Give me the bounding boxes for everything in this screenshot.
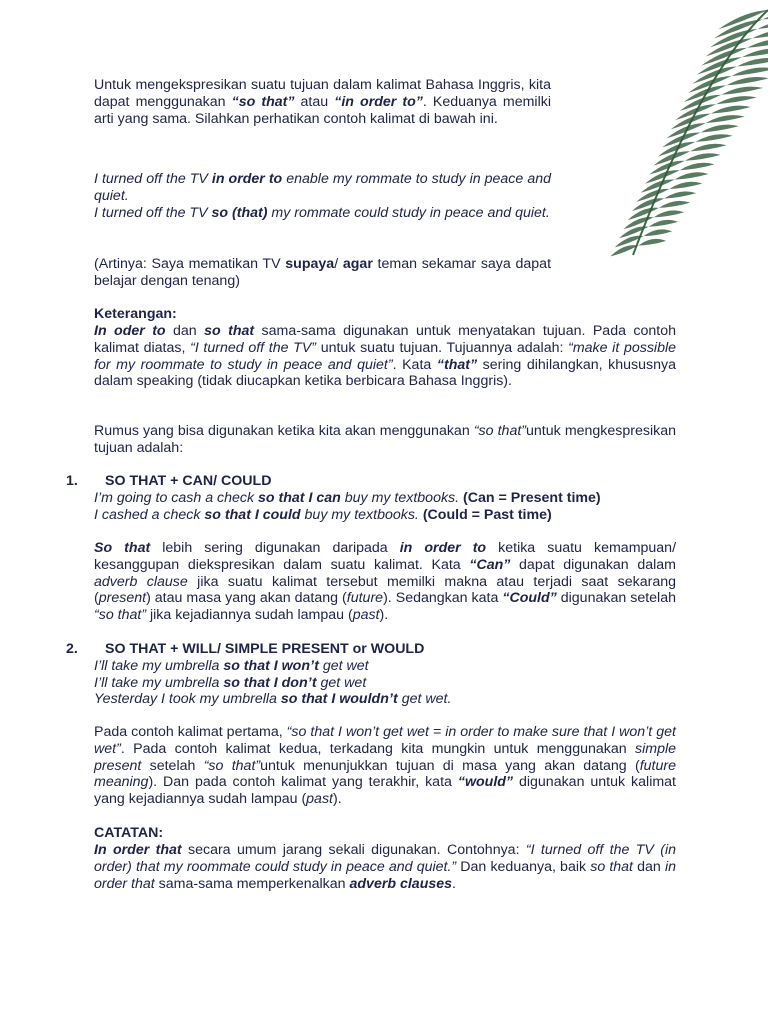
intro-paragraph: Untuk mengekspresikan suatu tujuan dalam kalimat Bahasa Inggris, kita dapat menggunakan “so that” atau “in order to”. Keduanya memilki arti yang sama. Silahkan perhatikan contoh kalimat di bawah ini. — [94, 77, 551, 127]
catatan-heading: CATATAN: — [94, 825, 164, 841]
palm-frond — [721, 87, 763, 95]
palm-frond — [654, 210, 684, 217]
example-line: I’ll take my umbrella so that I won’t get wet — [94, 658, 369, 674]
palm-frond — [638, 239, 666, 246]
example-in-order-to: I turned off the TV in order to enable my rommate to study in peace and quiet. — [94, 171, 551, 204]
palm-frond — [685, 153, 721, 161]
palm-frond — [716, 96, 757, 104]
palm-frond — [737, 58, 768, 67]
example-line: Yesterday I took my umbrella so that I wouldn’t get wet. — [94, 691, 452, 707]
palm-frond — [701, 125, 739, 133]
palm-frond — [690, 144, 727, 152]
section-number: 2. — [66, 641, 78, 657]
palm-frond — [758, 20, 768, 29]
section-heading: SO THAT + CAN/ COULD — [105, 473, 272, 489]
palm-frond — [659, 201, 690, 208]
palm-frond — [669, 182, 702, 189]
section2-paragraph: Pada contoh kalimat pertama, “so that I won’t get wet = in order to make sure that I won’t get wet”. Pada contoh kalimat kedua, terkadang kita mungkin untuk menggunakan simple present setelah “so that”untuk menunjukkan tujuan di masa yang akan datang (future meaning). Dan pada contoh kalimat yang terakhir, kata “would” digunakan untuk kalimat yang kejadiannya sudah lampau (past). — [94, 724, 676, 808]
palm-frond — [726, 77, 768, 85]
section-number: 1. — [66, 473, 78, 489]
example-line: I’ll take my umbrella so that I don’t get wet — [94, 675, 367, 691]
palm-frond — [680, 163, 715, 170]
palm-frond — [732, 68, 768, 76]
rumus-paragraph: Rumus yang bisa digunakan ketika kita akan menggunakan “so that”untuk mengkespresikan tujuan adalah: — [94, 423, 677, 456]
catatan-paragraph: In order that secara umum jarang sekali digunakan. Contohnya: “I turned off the TV (in order) that my roommate could study in peace and quiet.” Dan keduanya, baik so that dan in order that sama-sama memperkenalkan adverb clauses. — [94, 842, 677, 892]
palm-frond — [747, 39, 768, 48]
section1-paragraph: So that lebih sering digunakan daripada in order to ketika suatu kemampuan/ kesanggupan diekspresikan dalam suatu kalimat. Kata “Can” dapat digunakan dalam adverb clause jika suatu kalimat tersebut memilki makna atau terjadi saat sekarang (present) atau masa yang akan datang (future). Sedangkan kata “Could” digunakan setelah “so that” jika kejadiannya sudah lampau (past). — [94, 540, 677, 624]
palm-frond — [706, 115, 745, 123]
example-line: I cashed a check so that I could buy my textbooks. (Could = Past time) — [94, 507, 552, 523]
keterangan-paragraph: In oder to dan so that sama-sama digunakan untuk menyatakan tujuan. Pada contoh kalimat diatas, “I turned off the TV” untuk suatu tujuan. Tujuannya adalah: “make it possible for my roommate to study in peace and quiet”. Kata “that” sering dihilangkan, khususnya dalam speaking (tidak diucapkan ketika berbicara Bahasa Inggris). — [94, 323, 677, 390]
palm-leaf-illustration — [593, 0, 768, 260]
palm-frond — [711, 106, 751, 114]
palm-frond — [649, 220, 679, 227]
artinya-paragraph: (Artinya: Saya mematikan TV supaya/ agar teman sekamar saya dapat belajar dengan tenang) — [94, 256, 552, 289]
section-heading: SO THAT + WILL/ SIMPLE PRESENT or WOULD — [105, 641, 425, 657]
palm-frond — [752, 29, 768, 38]
example-so-that: I turned off the TV so (that) my rommate could study in peace and quiet. — [94, 205, 550, 221]
example-line: I’m going to cash a check so that I can buy my textbooks. (Can = Present time) — [94, 490, 601, 506]
palm-frond — [675, 172, 709, 179]
palm-frond — [664, 191, 696, 198]
palm-frond — [742, 48, 768, 57]
keterangan-heading: Keterangan: — [94, 306, 177, 322]
palm-frond — [695, 134, 732, 142]
palm-frond — [643, 229, 672, 236]
